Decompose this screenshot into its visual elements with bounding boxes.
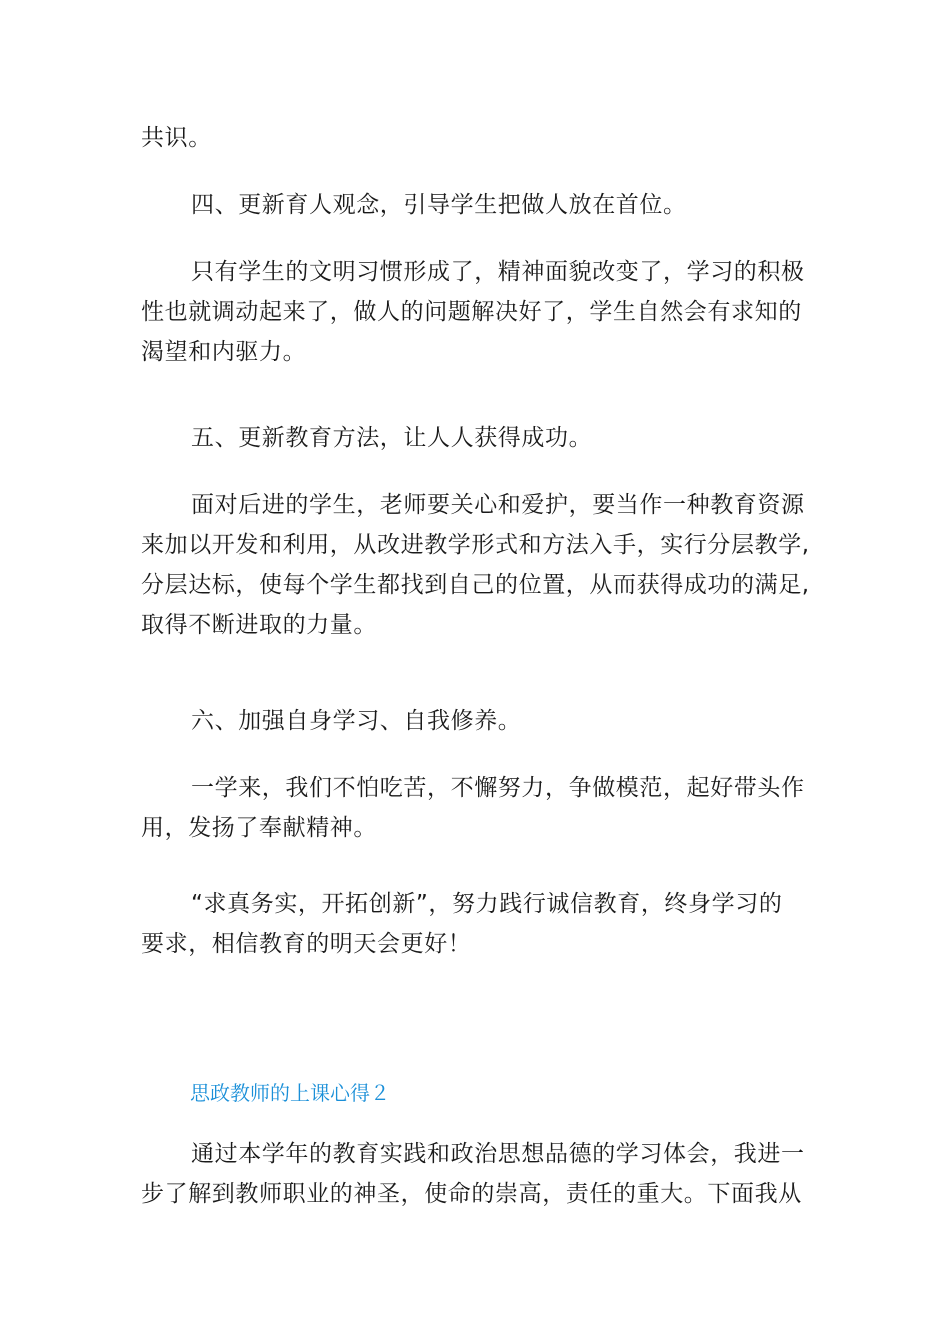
text-line: 渴望和内驱力。 (141, 339, 307, 365)
paragraph (141, 1134, 811, 1214)
text-line: “求真务实，开拓创新”，努力践行诚信教育，终身学习的 (191, 891, 783, 917)
text-line: 分层达标，使每个学生都找到自己的位置，从而获得成功的满足, (141, 572, 810, 598)
text-line: 要求，相信教育的明天会更好！ (141, 931, 472, 957)
text-line: 步了解到教师职业的神圣，使命的崇高，责任的重大。下面我从 (141, 1181, 802, 1207)
text-line: 六、加强自身学习、自我修养。 (191, 708, 522, 734)
paragraph (141, 118, 811, 158)
paragraph (141, 884, 811, 964)
text-line: 性也就调动起来了，做人的问题解决好了，学生自然会有求知的 (141, 299, 802, 325)
text-line: 面对后进的学生，老师要关心和爱护，要当作一种教育资源 (191, 492, 805, 518)
paragraph (141, 485, 811, 645)
text-line: 五、更新教育方法，让人人获得成功。 (191, 425, 593, 451)
paragraph (141, 252, 811, 372)
paragraph (141, 185, 811, 225)
text-line: 取得不断进取的力量。 (141, 612, 377, 638)
text-line: 用，发扬了奉献精神。 (141, 815, 377, 841)
paragraph (141, 701, 811, 741)
paragraph (141, 768, 811, 848)
text-line: 只有学生的文明习惯形成了，精神面貌改变了，学习的积极 (191, 259, 805, 285)
text-line: 来加以开发和利用，从改进教学形式和方法入手，实行分层教学, (141, 532, 810, 558)
section-heading: 思政教师的上课心得２ (190, 1081, 390, 1105)
text-line: 四、更新育人观念，引导学生把做人放在首位。 (191, 192, 687, 218)
paragraph (141, 418, 811, 458)
text-line: 一学来，我们不怕吃苦，不懈努力，争做模范，起好带头作 (191, 775, 805, 801)
text-line: 共识。 (141, 125, 212, 151)
text-line: 通过本学年的教育实践和政治思想品德的学习体会，我进一 (191, 1141, 805, 1167)
